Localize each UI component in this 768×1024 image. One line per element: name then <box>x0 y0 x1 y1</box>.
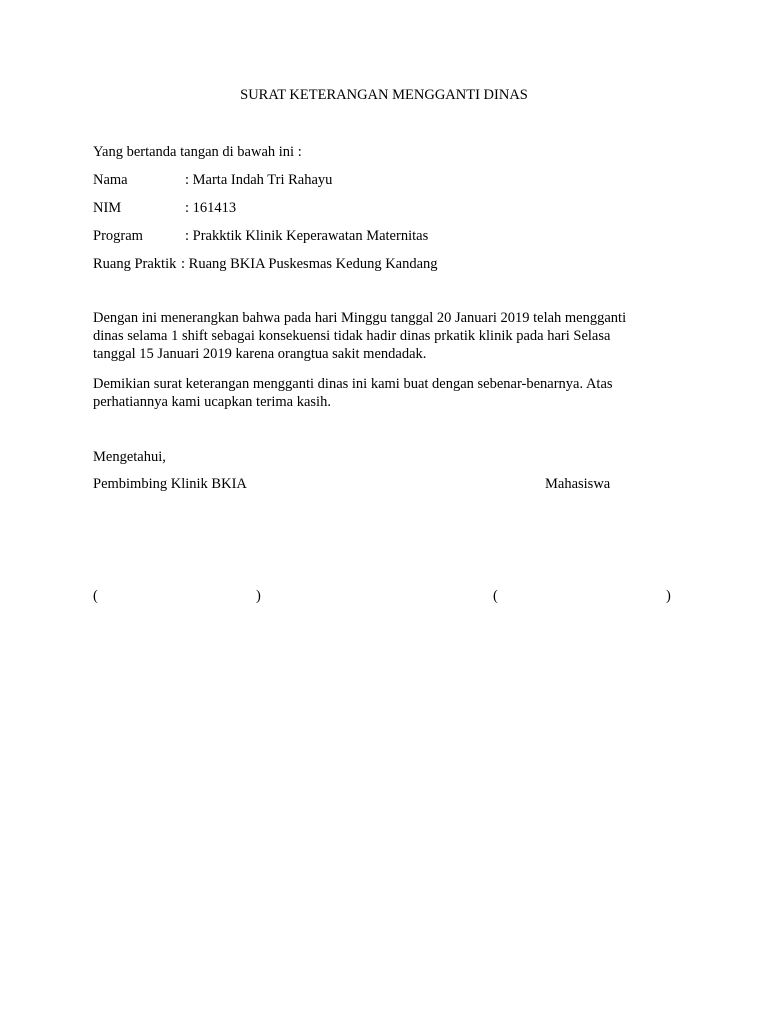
left-signature-close-bracket: ) <box>256 588 261 604</box>
acknowledge-text: Mengetahui, <box>93 449 166 465</box>
left-signature-open-bracket: ( <box>93 588 98 604</box>
paragraph-1-line-1: Dengan ini menerangkan bahwa pada hari Minggu tanggal 20 Januari 2019 telah mengganti <box>93 310 627 326</box>
paragraph-2-line-2: perhatiannya kami ucapkan terima kasih. <box>93 394 331 410</box>
field-value-ruang-praktik: : Ruang BKIA Puskesmas Kedung Kandang <box>181 256 438 272</box>
signer-left-title: Pembimbing Klinik BKIA <box>93 476 247 492</box>
field-value-program: : Prakktik Klinik Keperawatan Maternitas <box>185 228 429 244</box>
field-label-ruang-praktik: Ruang Praktik <box>93 256 177 272</box>
field-value-nama: : Marta Indah Tri Rahayu <box>185 172 333 188</box>
paragraph-1-line-2: dinas selama 1 shift sebagai konsekuensi tidak hadir dinas prkatik klinik pada hari Selasa <box>93 328 611 344</box>
field-label-program: Program <box>93 228 143 244</box>
paragraph-2-line-1: Demikian surat keterangan mengganti dinas ini kami buat dengan sebenar-benarnya. Atas <box>93 376 613 392</box>
field-label-nim: NIM <box>93 200 122 216</box>
right-signature-close-bracket: ) <box>666 588 671 604</box>
document-title: SURAT KETERANGAN MENGGANTI DINAS <box>240 87 528 103</box>
right-signature-open-bracket: ( <box>493 588 498 604</box>
intro-text: Yang bertanda tangan di bawah ini : <box>93 144 302 160</box>
field-value-nim: : 161413 <box>185 200 237 216</box>
paragraph-1-line-3: tanggal 15 Januari 2019 karena orangtua sakit mendadak. <box>93 346 427 362</box>
signer-right-title: Mahasiswa <box>545 476 611 492</box>
field-label-nama: Nama <box>93 172 128 188</box>
